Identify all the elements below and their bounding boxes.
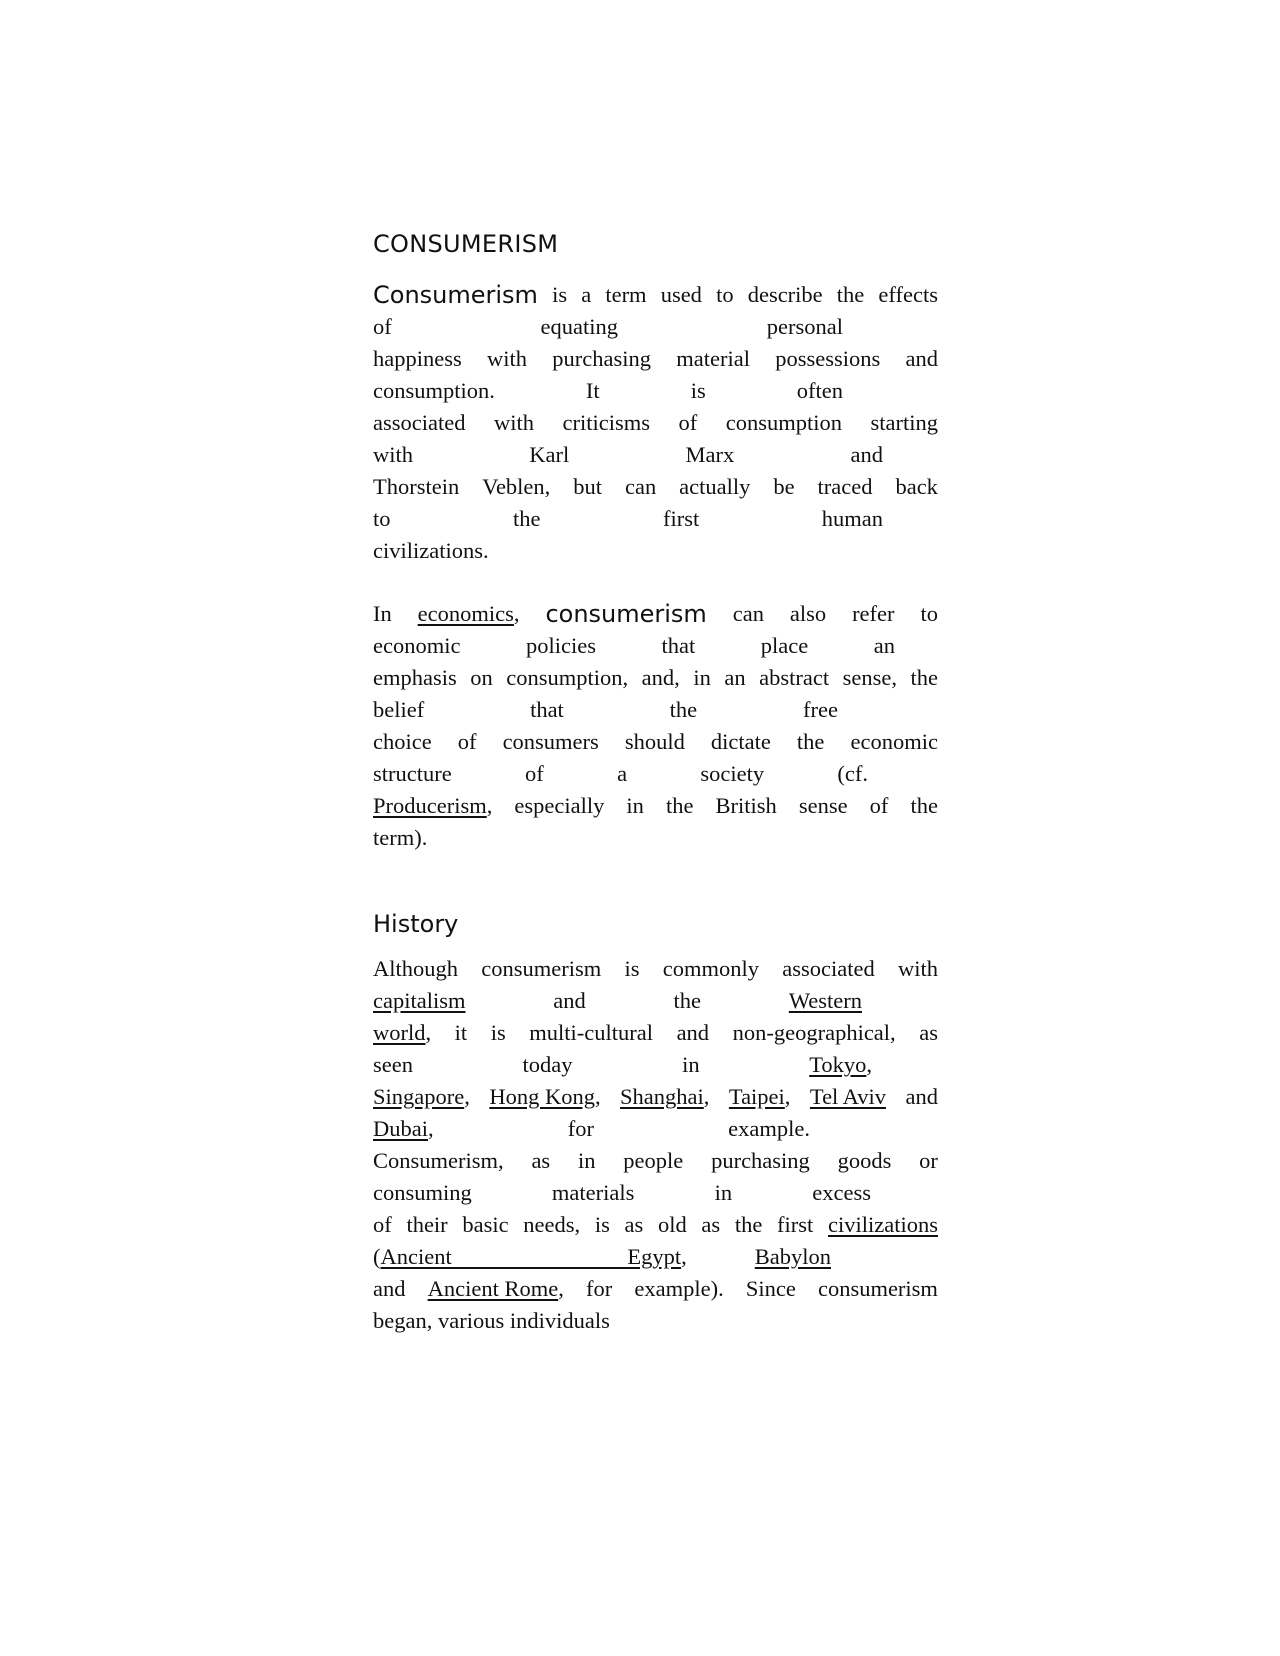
word: Since bbox=[745, 1276, 796, 1301]
word: as bbox=[919, 1020, 938, 1045]
word: example. bbox=[728, 1116, 810, 1141]
link-producerism[interactable]: Producerism bbox=[373, 793, 487, 818]
word: goods bbox=[837, 1148, 892, 1173]
word: a bbox=[581, 282, 592, 307]
word: place bbox=[760, 633, 809, 658]
word: today bbox=[522, 1052, 573, 1077]
word: the bbox=[513, 506, 541, 531]
word: actually bbox=[679, 474, 751, 499]
dubai-link-group bbox=[373, 1113, 434, 1145]
economics-link-group bbox=[418, 598, 520, 630]
word: an bbox=[724, 665, 746, 690]
word: for bbox=[585, 1276, 613, 1301]
text-line bbox=[373, 1177, 871, 1209]
word: dictate bbox=[710, 729, 771, 754]
word: consumerism bbox=[817, 1276, 938, 1301]
word: In bbox=[373, 601, 392, 626]
link-tokyo[interactable]: Tokyo bbox=[809, 1052, 867, 1077]
word: purchasing bbox=[711, 1148, 810, 1173]
word: term bbox=[605, 282, 647, 307]
word: as bbox=[624, 1212, 644, 1237]
text-line bbox=[373, 726, 938, 758]
text-line bbox=[373, 1241, 831, 1273]
rome-link-group bbox=[428, 1273, 564, 1305]
text-line bbox=[373, 503, 883, 535]
word: consumption. bbox=[373, 378, 495, 403]
word: consumerism bbox=[481, 956, 602, 981]
word: Consumerism, bbox=[373, 1148, 504, 1173]
text-line bbox=[373, 439, 883, 471]
text-line bbox=[373, 1305, 938, 1337]
word: material bbox=[676, 346, 750, 371]
word: purchasing bbox=[552, 346, 651, 371]
word: be bbox=[773, 474, 795, 499]
word: consumption, bbox=[506, 665, 629, 690]
word: to bbox=[716, 282, 734, 307]
word: as bbox=[701, 1212, 721, 1237]
word: in bbox=[577, 1148, 596, 1173]
word: of bbox=[373, 314, 392, 339]
text-line bbox=[373, 630, 895, 662]
link-tel-aviv[interactable]: Tel Aviv bbox=[809, 1084, 887, 1109]
paragraph-intro bbox=[373, 279, 938, 567]
word: multi-cultural bbox=[529, 1020, 654, 1045]
word: describe bbox=[747, 282, 823, 307]
word: to bbox=[920, 601, 938, 626]
text-line bbox=[373, 279, 938, 311]
word: on bbox=[470, 665, 493, 690]
taipei-link-group bbox=[729, 1081, 791, 1113]
word: used bbox=[660, 282, 702, 307]
text-line bbox=[373, 1113, 810, 1145]
text-line bbox=[373, 343, 938, 375]
link-western[interactable]: Western bbox=[788, 988, 862, 1013]
word: term). bbox=[373, 825, 428, 850]
punctuation: , bbox=[425, 1020, 432, 1045]
word: with bbox=[487, 346, 528, 371]
word: the bbox=[910, 793, 938, 818]
word: old bbox=[657, 1212, 687, 1237]
text-line bbox=[373, 985, 862, 1017]
word: associated bbox=[373, 410, 466, 435]
text-line bbox=[373, 694, 838, 726]
word: with bbox=[493, 410, 534, 435]
word: their bbox=[406, 1212, 448, 1237]
link-world[interactable]: world bbox=[373, 1020, 426, 1045]
link-hong-kong[interactable]: Hong Kong bbox=[489, 1084, 595, 1109]
page-title: CONSUMERISM bbox=[373, 230, 559, 258]
word: consumption bbox=[725, 410, 842, 435]
word: the bbox=[669, 697, 698, 722]
term-consumerism: Consumerism bbox=[373, 281, 538, 309]
word: Marx bbox=[685, 442, 735, 467]
word: people bbox=[623, 1148, 684, 1173]
link-ancient-rome[interactable]: Ancient Rome bbox=[427, 1276, 559, 1301]
text-line bbox=[373, 1017, 938, 1049]
word: the bbox=[673, 988, 702, 1013]
word: economic bbox=[373, 633, 461, 658]
text-line bbox=[373, 407, 938, 439]
word: for bbox=[567, 1116, 595, 1141]
punctuation: , bbox=[703, 1084, 710, 1109]
punctuation: , bbox=[513, 601, 520, 626]
link-ancient-egypt[interactable]: Ancient Egypt bbox=[380, 1244, 682, 1269]
word: with bbox=[373, 442, 414, 467]
word: is bbox=[594, 1212, 610, 1237]
term-consumerism: consumerism bbox=[545, 600, 707, 628]
word: first bbox=[662, 506, 700, 531]
section-heading-history: History bbox=[373, 910, 459, 938]
word: can bbox=[624, 474, 657, 499]
text-line bbox=[373, 822, 938, 854]
word: and bbox=[676, 1020, 710, 1045]
word: belief bbox=[373, 697, 425, 722]
text-line bbox=[373, 1273, 938, 1305]
word: and, bbox=[641, 665, 680, 690]
shanghai-link-group bbox=[620, 1081, 709, 1113]
word: structure bbox=[373, 761, 452, 786]
word: happiness bbox=[373, 346, 462, 371]
punctuation: , bbox=[464, 1084, 470, 1109]
egypt-link-group: (Ancient Egypt, bbox=[373, 1244, 687, 1269]
word: in bbox=[626, 793, 644, 818]
punctuation: , bbox=[681, 1244, 687, 1269]
word: Although bbox=[373, 956, 459, 981]
text-line bbox=[373, 1081, 938, 1113]
word: should bbox=[624, 729, 685, 754]
paragraph-economics bbox=[373, 598, 938, 854]
word: policies bbox=[525, 633, 596, 658]
punctuation: , bbox=[486, 793, 493, 818]
word: also bbox=[789, 601, 827, 626]
word: that bbox=[530, 697, 564, 722]
link-babylon[interactable]: Babylon bbox=[754, 1244, 831, 1269]
word: began, various individuals bbox=[373, 1308, 610, 1333]
word: materials bbox=[551, 1180, 635, 1205]
hongkong-link-group bbox=[489, 1081, 600, 1113]
word: and bbox=[850, 442, 883, 467]
word: of bbox=[678, 410, 698, 435]
punctuation: , bbox=[594, 1084, 601, 1109]
word: and bbox=[373, 1276, 406, 1301]
word: and bbox=[553, 988, 586, 1013]
word: Karl bbox=[529, 442, 570, 467]
word: an bbox=[873, 633, 895, 658]
word: refer bbox=[852, 601, 895, 626]
word: is bbox=[490, 1020, 506, 1045]
word: Thorstein bbox=[373, 474, 460, 499]
word: is bbox=[552, 282, 568, 307]
word: especially bbox=[514, 793, 605, 818]
text-line bbox=[373, 598, 938, 630]
word: that bbox=[661, 633, 696, 658]
word: consumers bbox=[502, 729, 599, 754]
word: criticisms bbox=[562, 410, 650, 435]
punctuation: , bbox=[784, 1084, 791, 1109]
punctuation: , bbox=[428, 1116, 434, 1141]
word: British bbox=[715, 793, 777, 818]
tokyo-link-group bbox=[809, 1049, 872, 1081]
link-shanghai[interactable]: Shanghai bbox=[620, 1084, 704, 1109]
producerism-link-group bbox=[373, 790, 492, 822]
word: the bbox=[734, 1212, 763, 1237]
word: effects bbox=[878, 282, 938, 307]
word: and bbox=[905, 346, 938, 371]
punctuation: , bbox=[866, 1052, 872, 1077]
paragraph-history bbox=[373, 953, 938, 1337]
word: back bbox=[895, 474, 938, 499]
word: it bbox=[454, 1020, 468, 1045]
word: non-geographical, bbox=[732, 1020, 896, 1045]
word: the bbox=[665, 793, 694, 818]
word: (cf. bbox=[837, 761, 868, 786]
word: Veblen, bbox=[482, 474, 551, 499]
link-civilizations[interactable]: civilizations bbox=[827, 1212, 938, 1237]
word: is bbox=[690, 378, 706, 403]
word: basic bbox=[462, 1212, 509, 1237]
word: sense, bbox=[842, 665, 897, 690]
word: a bbox=[617, 761, 628, 786]
word: of bbox=[869, 793, 889, 818]
text-line bbox=[373, 311, 843, 343]
word: example). bbox=[634, 1276, 724, 1301]
word: sense bbox=[798, 793, 848, 818]
link-singapore[interactable]: Singapore bbox=[373, 1084, 465, 1109]
word: as bbox=[531, 1148, 551, 1173]
word: can bbox=[732, 601, 764, 626]
word: in bbox=[714, 1180, 733, 1205]
word: but bbox=[573, 474, 603, 499]
word: personal bbox=[766, 314, 843, 339]
word: often bbox=[796, 378, 843, 403]
word: first bbox=[777, 1212, 814, 1237]
word: the bbox=[796, 729, 825, 754]
text-line bbox=[373, 375, 843, 407]
word: seen bbox=[373, 1052, 413, 1077]
word: to bbox=[373, 506, 391, 531]
word: the bbox=[836, 282, 865, 307]
link-dubai[interactable]: Dubai bbox=[373, 1116, 428, 1141]
world-link-group bbox=[373, 1017, 431, 1049]
word: emphasis bbox=[373, 665, 457, 690]
word: commonly bbox=[662, 956, 760, 981]
word: of bbox=[373, 1212, 392, 1237]
word: in bbox=[682, 1052, 700, 1077]
word: with bbox=[897, 956, 938, 981]
word: human bbox=[821, 506, 883, 531]
word: is bbox=[624, 956, 640, 981]
text-line bbox=[373, 1145, 938, 1177]
text-line bbox=[373, 758, 868, 790]
word: and bbox=[905, 1084, 938, 1109]
word: abstract bbox=[759, 665, 830, 690]
word: choice bbox=[373, 729, 432, 754]
link-taipei[interactable]: Taipei bbox=[728, 1084, 785, 1109]
link-capitalism[interactable]: capitalism bbox=[373, 988, 466, 1013]
text-line bbox=[373, 535, 938, 567]
text-line bbox=[373, 953, 938, 985]
link-economics[interactable]: economics bbox=[417, 601, 514, 626]
word: It bbox=[585, 378, 600, 403]
word: the bbox=[910, 665, 938, 690]
word: consuming bbox=[373, 1180, 472, 1205]
word: needs, bbox=[523, 1212, 581, 1237]
text-line bbox=[373, 1209, 938, 1241]
word: associated bbox=[782, 956, 875, 981]
word: or bbox=[919, 1148, 938, 1173]
text-line bbox=[373, 1049, 872, 1081]
word: free bbox=[803, 697, 838, 722]
word: equating bbox=[540, 314, 618, 339]
word: excess bbox=[812, 1180, 871, 1205]
text-line bbox=[373, 662, 938, 694]
word: civilizations. bbox=[373, 538, 489, 563]
text-line bbox=[373, 790, 938, 822]
word: in bbox=[693, 665, 711, 690]
word: of bbox=[457, 729, 477, 754]
word: economic bbox=[850, 729, 938, 754]
word: starting bbox=[870, 410, 938, 435]
text-line bbox=[373, 471, 938, 503]
word: possessions bbox=[775, 346, 881, 371]
word: traced bbox=[817, 474, 873, 499]
punctuation: , bbox=[558, 1276, 564, 1301]
singapore-link-group bbox=[373, 1081, 470, 1113]
word: of bbox=[525, 761, 544, 786]
word: society bbox=[700, 761, 765, 786]
